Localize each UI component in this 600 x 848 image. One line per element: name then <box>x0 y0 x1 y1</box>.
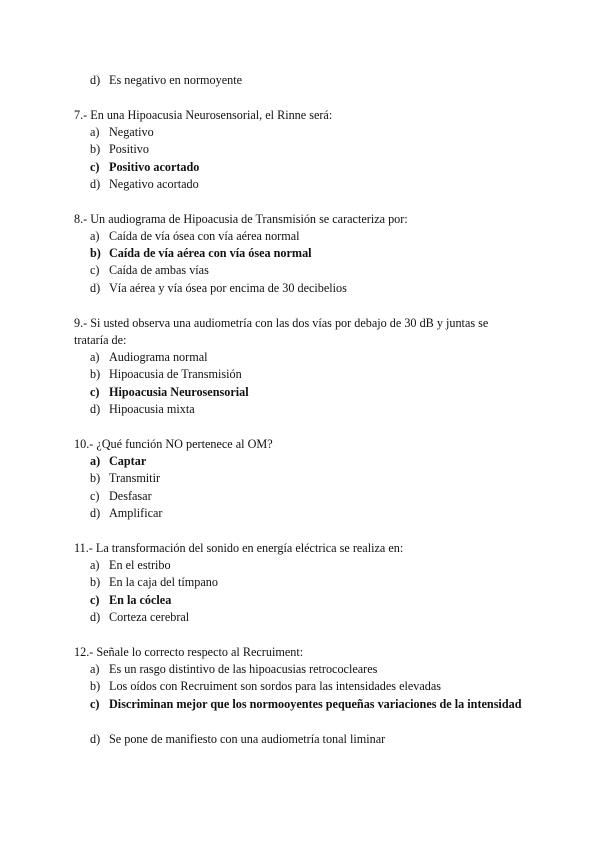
question-7-option-b: b) Positivo <box>90 142 149 156</box>
question-10-option-c: c) Desfasar <box>90 489 152 503</box>
prev-option-d: d) Es negativo en normoyente <box>90 73 243 87</box>
question-8-option-a: a) Caída de vía ósea con vía aérea normal <box>90 229 300 243</box>
question-8-option-d: d) Vía aérea y vía ósea por encima de 30 decibelios <box>90 281 347 295</box>
question-12-title: 12.- Señale lo correcto respecto al Recruiment: <box>74 645 304 659</box>
question-12-option-c-letter: c) <box>90 697 100 711</box>
question-11-option-d: d) Corteza cerebral <box>90 610 190 624</box>
question-8-option-b: b) Caída de vía aérea con vía ósea normal <box>90 246 312 260</box>
question-9-option-d: d) Hipoacusia mixta <box>90 402 195 416</box>
question-9-option-a: a) Audiograma normal <box>90 350 208 364</box>
question-9-title-line2: trataría de: <box>74 333 127 347</box>
question-11-title: 11.- La transformación del sonido en energía eléctrica se realiza en: <box>74 541 404 555</box>
question-9-title-line1: 9.- Si usted observa una audiometría con las dos vías por debajo de 30 dB y juntas se <box>74 316 489 330</box>
question-7-option-a: a) Negativo <box>90 125 154 139</box>
question-8-title: 8.- Un audiograma de Hipoacusia de Transmisión se caracteriza por: <box>74 212 408 226</box>
question-7-option-d: d) Negativo acortado <box>90 177 199 191</box>
question-12-option-b: b) Los oídos con Recruiment son sordos para las intensidades elevadas <box>90 679 442 693</box>
question-9-option-b: b) Hipoacusia de Transmisión <box>90 367 242 381</box>
question-8-option-c: c) Caída de ambas vías <box>90 263 209 277</box>
question-12-option-a: a) Es un rasgo distintivo de las hipoacusias retrococleares <box>90 662 378 676</box>
question-10-title: 10.- ¿Qué función NO pertenece al OM? <box>74 437 273 451</box>
question-7-option-c: c) Positivo acortado <box>90 160 200 174</box>
question-11-option-b: b) En la caja del tímpano <box>90 575 218 589</box>
question-11-option-c: c) En la cóclea <box>90 593 172 607</box>
question-7-title: 7.- En una Hipoacusia Neurosensorial, el Rinne será: <box>74 108 333 122</box>
question-11-option-a: a) En el estribo <box>90 558 171 572</box>
question-10-option-a: a) Captar <box>90 454 147 468</box>
question-10-option-b: b) Transmitir <box>90 471 161 485</box>
question-9-option-c: c) Hipoacusia Neurosensorial <box>90 385 249 399</box>
question-12-option-d: d) Se pone de manifiesto con una audiometría tonal liminar <box>90 732 386 746</box>
question-10-option-d: d) Amplificar <box>90 506 163 520</box>
question-12-option-c-text: Discriminan mejor que los normooyentes pequeñas variaciones de la intensidad <box>109 697 522 711</box>
